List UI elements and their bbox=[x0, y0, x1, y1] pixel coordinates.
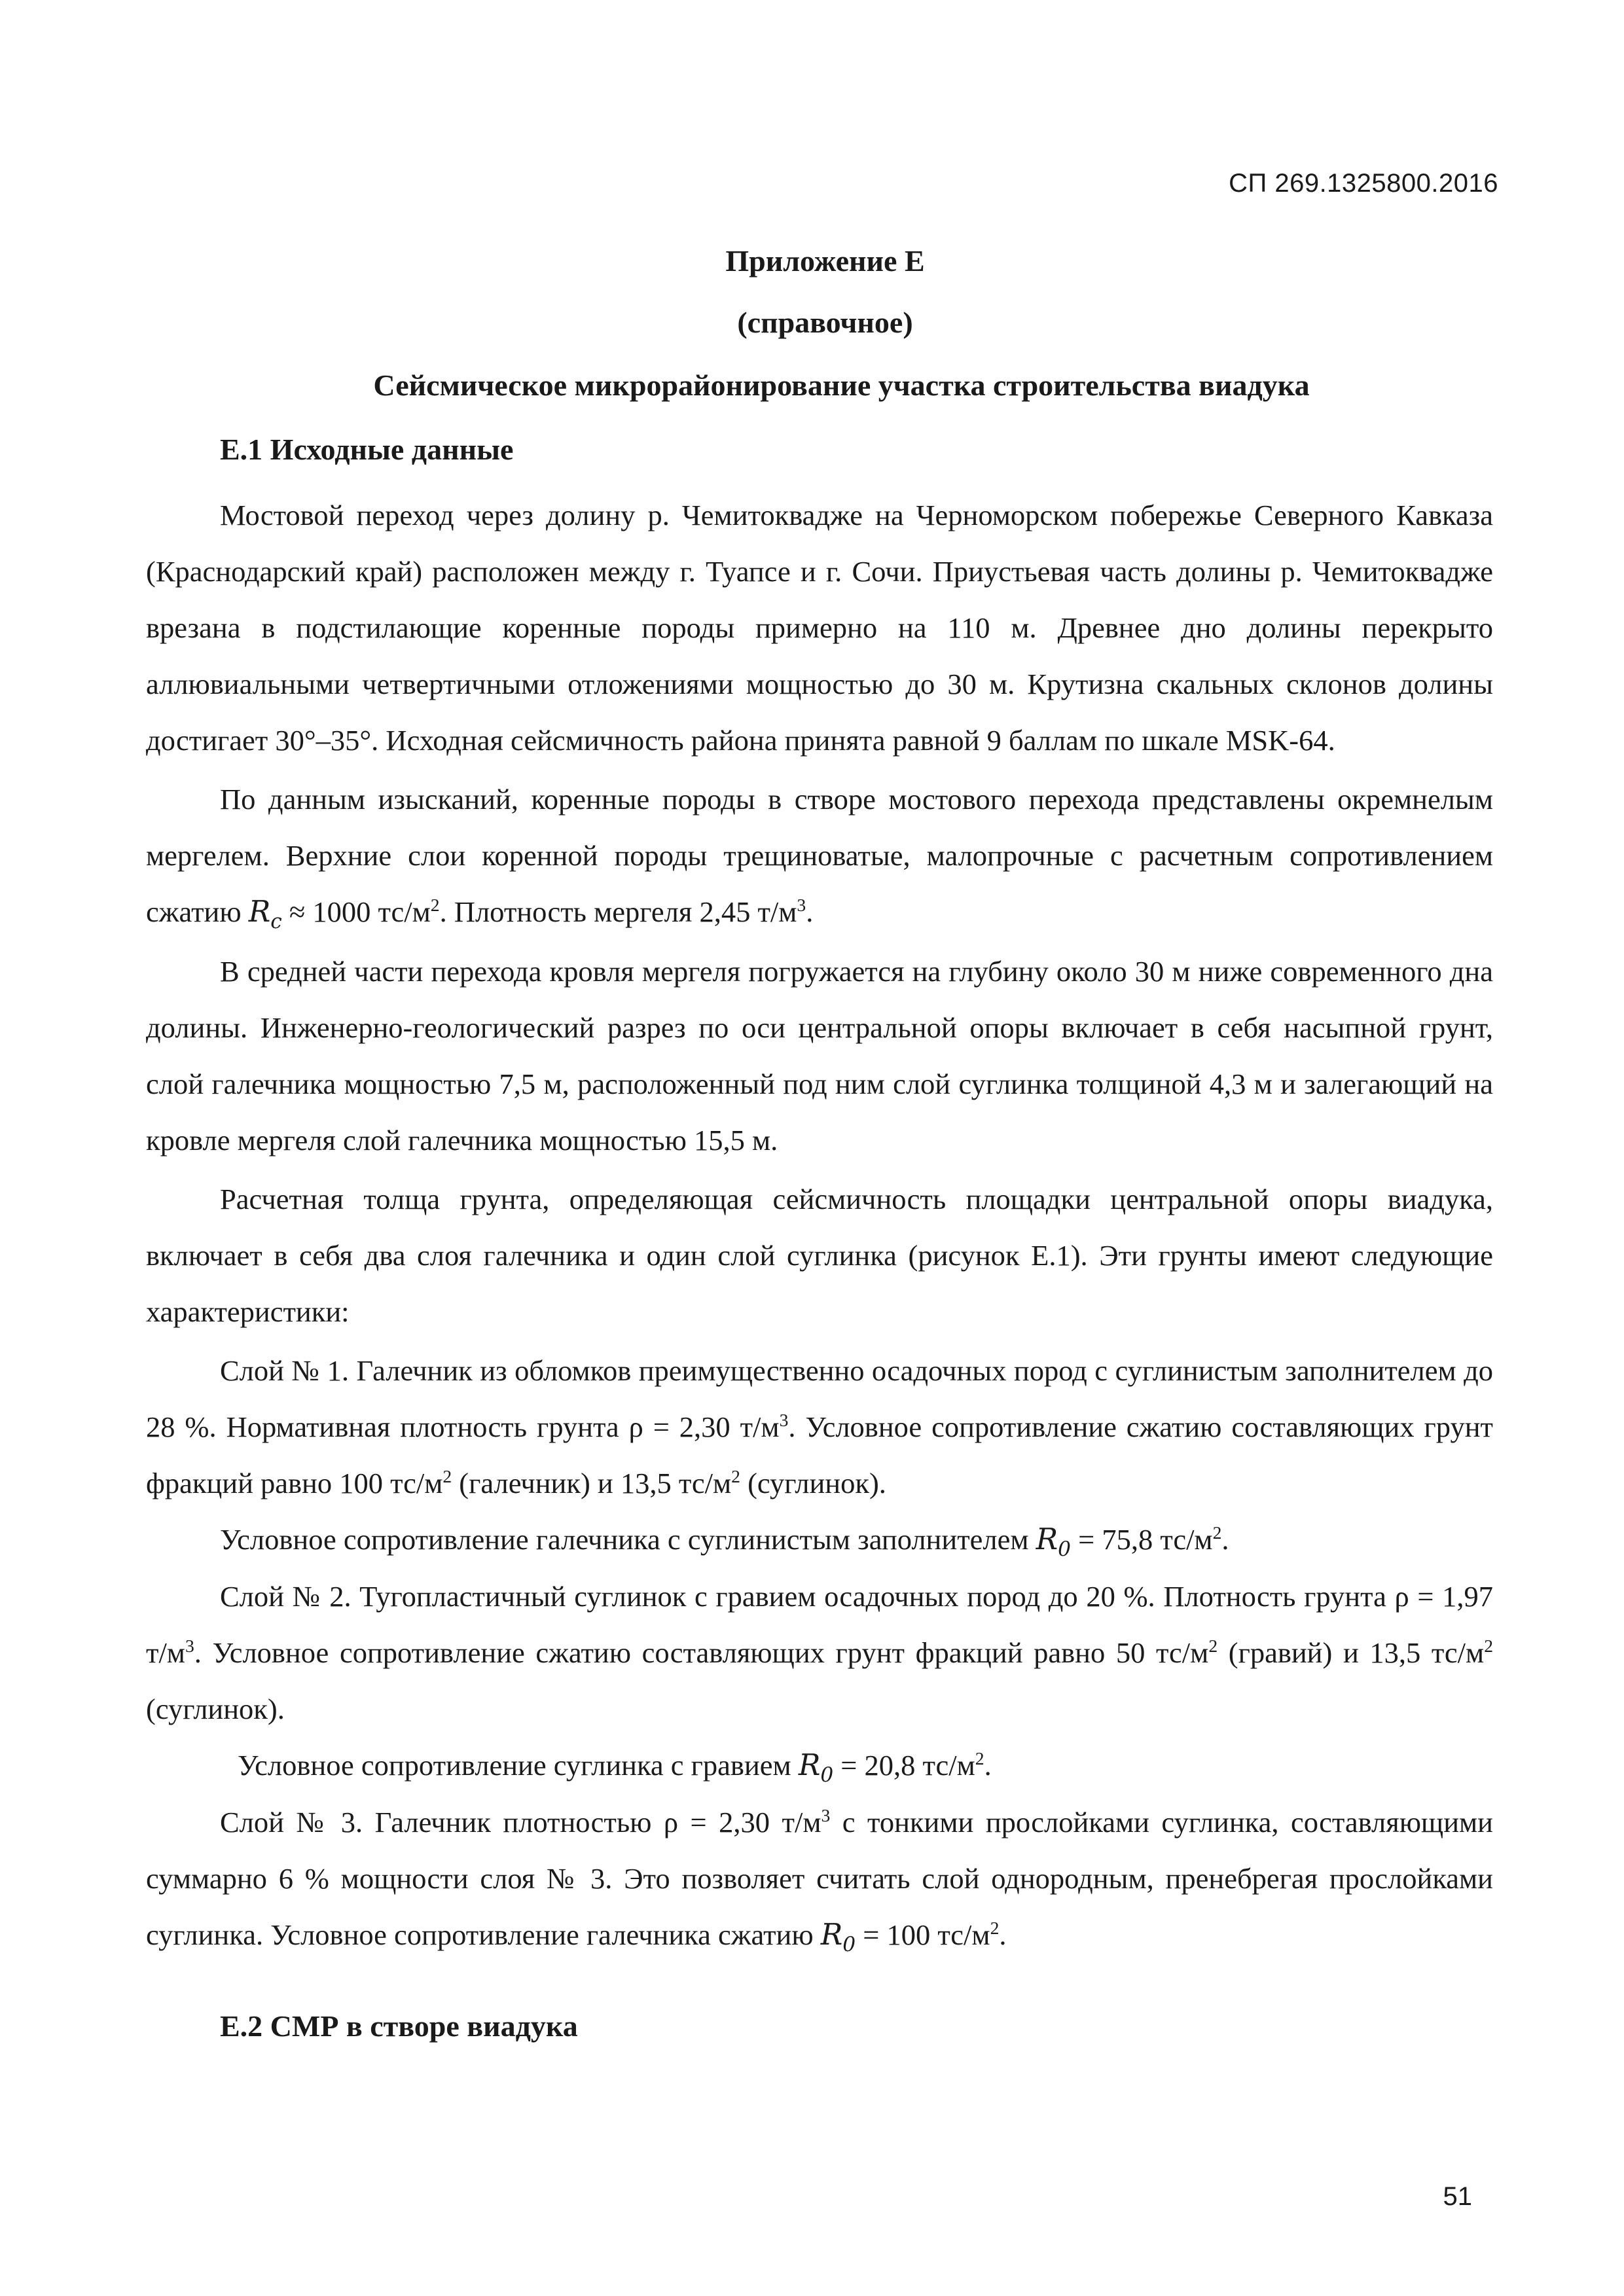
paragraph: Слой № 1. Галечник из обломков преимущественно осадочных пород с суглинистым заполнителем до 28 %. Нормативная плотность грунта ρ = 2,30 $т/м^3$. Условное сопротивление сжатию составляющих грунт фракций равно 100 $тс/м^2$ (галечник) и 13,5 $тс/м^2$ (суглинок). bbox=[146, 1354, 1493, 1499]
section-heading-e2: Е.2 СМР в створе виадука bbox=[220, 2009, 578, 2043]
paragraph: Расчетная толща грунта, определяющая сейсмичность площадки центральной опоры виадука, включает в себя два слоя галечника и один слой суглинка (рисунок Е.1). Эти грунты имеют следующие характеристики: bbox=[146, 1183, 1493, 1328]
paragraph: Слой № 2. Тугопластичный суглинок с гравием осадочных пород до 20 %. Плотность грунта ρ = 1,97 $т/м^3$. Условное сопротивление сжатию составляющих грунт фракций равно 50 $тс/м^2$ (гравий) и 13,5 $тс/м^2$ (суглинок). bbox=[146, 1580, 1493, 1725]
paragraph: Условное сопротивление галечника с суглинистым заполнителем $R_0 = 75,8$ $тс/м^2$. bbox=[220, 1522, 1229, 1561]
paragraph: По данным изысканий, коренные породы в створе мостового перехода представлены окремнелым мергелем. Верхние слои коренной породы трещиноватые, малопрочные с расчетным сопротивлением сжатию $R_c \approx 1000$ $тс/м^2$. Плотность мергеля 2,45 $т/м^3$. bbox=[146, 783, 1493, 933]
paragraph: Слой № 3. Галечник плотностью ρ = 2,30 $т/м^3$ с тонкими прослойками суглинка, составляющими суммарно 6 % мощности слоя № 3. Это позволяет считать слой однородным, пренебрегая прослойками суглинка. Условное сопротивление галечника сжатию $R_0 = 100$ $тс/м^2$. bbox=[146, 1805, 1493, 1956]
section-heading-e1: Е.1 Исходные данные bbox=[220, 433, 514, 466]
paragraph: Условное сопротивление суглинка с гравием $R_0 = 20,8$ $тс/м^2$. bbox=[238, 1748, 992, 1787]
document-code: СП 269.1325800.2016 bbox=[1229, 169, 1498, 198]
body-text bbox=[146, 487, 1493, 1964]
appendix-title: Сейсмическое микрорайонирование участка строительства виадука bbox=[373, 368, 1310, 402]
appendix-heading: Приложение Е bbox=[725, 244, 925, 278]
paragraph: Мостовой переход через долину р. Чемитоквадже на Черноморском побережье Северного Кавказа (Краснодарский край) расположен между г. Туапсе и г. Сочи. Приустьевая часть долины р. Чемитоквадже врезана в подстилающие коренные породы примерно на 110 м. Древнее дно долины перекрыто аллювиальными четвертичными отложениями мощностью до 30 м. Крутизна скальных склонов долины достигает 30°–35°. Исходная сейсмичность района принята равной 9 баллам по шкале MSK-64. bbox=[146, 499, 1493, 757]
paragraph: В средней части перехода кровля мергеля погружается на глубину около 30 м ниже современного дна долины. Инженерно-геологический разрез по оси центральной опоры включает в себя насыпной грунт, слой галечника мощностью 7,5 м, расположенный под ним слой суглинка толщиной 4,3 м и залегающий на кровле мергеля слой галечника мощностью 15,5 м. bbox=[146, 955, 1493, 1157]
page-number: 51 bbox=[1443, 2182, 1472, 2211]
appendix-note: (справочное) bbox=[737, 306, 913, 339]
